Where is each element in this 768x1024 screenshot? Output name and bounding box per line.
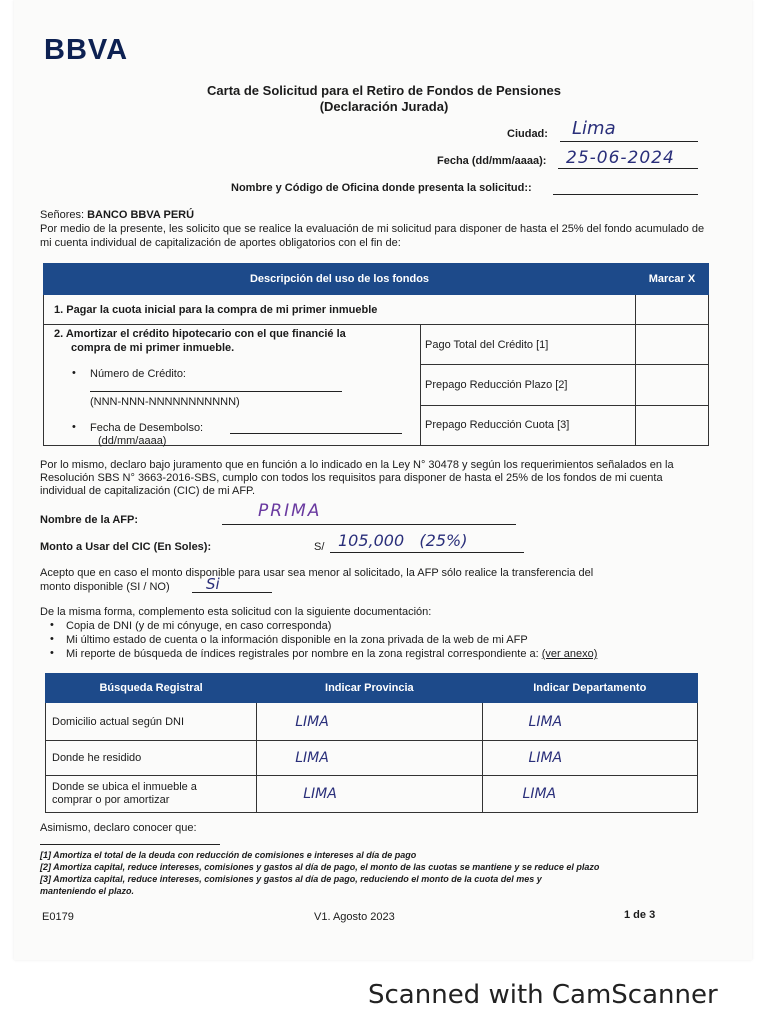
credit-number-field[interactable]	[90, 391, 342, 392]
funds-use-table	[43, 263, 709, 446]
doc-item-1: Copia de DNI (y de mi cónyuge, en caso corresponda)	[66, 620, 332, 632]
header-department: Indicar Departamento	[482, 674, 697, 703]
office-field[interactable]	[553, 194, 698, 195]
option-total: Pago Total del Crédito [1]	[421, 325, 636, 365]
province-value[interactable]: LIMA	[257, 741, 482, 776]
city-value[interactable]: Lima	[572, 118, 616, 139]
date-value[interactable]: 25-06-2024	[566, 148, 675, 168]
row-label: Donde he residido	[46, 741, 257, 776]
row2-line1: 2. Amortizar el crédito hipotecario con el que financié la	[54, 328, 346, 340]
province-value[interactable]: LIMA	[257, 703, 482, 741]
disbursement-field[interactable]	[230, 433, 402, 434]
city-label: Ciudad:	[507, 128, 548, 140]
mark-cell-total[interactable]	[636, 325, 709, 365]
mark-cell-term[interactable]	[636, 365, 709, 405]
row-label: Domicilio actual según DNI	[46, 703, 257, 741]
header-registry: Búsqueda Registral	[46, 674, 257, 703]
option-row-2: 2. Amortizar el crédito hipotecario con el que financié la compra de mi primer inmueble. • Número de Crédito: (NNN-NNN-NNNNNNNNNNN) • Fecha de Desembolso: (dd/mm/aaaa)	[44, 325, 421, 446]
row2-line2: compra de mi primer inmueble.	[71, 342, 235, 354]
footer-version: V1. Agosto 2023	[314, 911, 395, 923]
table-row	[46, 776, 698, 813]
table-header-mark: Marcar X	[636, 264, 709, 295]
afp-value[interactable]: PRIMA	[258, 501, 322, 521]
scanner-watermark: Scanned with CamScanner	[368, 980, 718, 1010]
option-row-1: 1. Pagar la cuota inicial para la compra de mi primer inmueble	[44, 295, 636, 325]
doc-item-3: Mi reporte de búsqueda de índices registrales por nombre en la zona registral correspondiente a: (ver anexo)	[66, 648, 598, 660]
registry-search-table	[45, 673, 698, 813]
form-subtitle: (Declaración Jurada)	[319, 99, 449, 114]
credit-number-label: Número de Crédito:	[90, 368, 186, 380]
accept-text-2: monto disponible (SI / NO)	[40, 581, 170, 593]
asimismo-text: Asimismo, declaro conocer que:	[40, 822, 197, 834]
date-label: Fecha (dd/mm/aaaa):	[437, 155, 547, 167]
mark-cell-1[interactable]	[636, 295, 709, 325]
docs-intro: De la misma forma, complemento esta solicitud con la siguiente documentación:	[40, 606, 432, 618]
intro-text: Por medio de la presente, les solicito que se realice la evaluación de mi solicitud para disponer de hasta el 25% del fondo acumulado de mi cuenta individual de capitalización de aportes obligatorios con el fin de:	[40, 223, 705, 249]
department-value[interactable]: LIMA	[482, 741, 697, 776]
doc-item-2: Mi último estado de cuenta o la información disponible en la zona privada de la web de mi AFP	[66, 634, 528, 646]
amount-currency: S/	[314, 541, 325, 553]
row-label: Donde se ubica el inmueble a comprar o por amortizar	[46, 776, 257, 813]
office-label: Nombre y Código de Oficina donde presenta la solicitud::	[231, 182, 532, 194]
form-title: Carta de Solicitud para el Retiro de Fondos de Pensiones	[207, 83, 561, 98]
disbursement-format: (dd/mm/aaaa)	[98, 435, 167, 447]
declaration-text: Por lo mismo, declaro bajo juramento que en función a lo indicado en la Ley N° 30478 y según los requerimientos señalados en la Resolución SBS N° 3663-2016-SBS, cumplo con todos los requisitos para disponer de hasta el 25% de los fondos de mi cuenta individual de capitalización (CIC) de mi AFP.	[40, 459, 674, 497]
footnote-1: [1] Amortiza el total de la deuda con reducción de comisiones e intereses al día de pago	[40, 850, 417, 860]
header-province: Indicar Provincia	[257, 674, 482, 703]
department-value[interactable]: LIMA	[482, 776, 697, 813]
bbva-logo: BBVA	[44, 34, 129, 66]
footer-page: 1 de 3	[624, 909, 656, 921]
accept-text-1: Acepto que en caso el monto disponible para usar sea menor al solicitado, la AFP sólo realice la transferencia del	[40, 567, 594, 579]
option-reduce-term: Prepago Reducción Plazo [2]	[421, 365, 636, 405]
annex-link[interactable]: (ver anexo)	[541, 648, 598, 660]
accept-value[interactable]: Si	[206, 575, 220, 593]
option-reduce-fee: Prepago Reducción Cuota [3]	[421, 405, 636, 445]
amount-value[interactable]: 105,000 (25%)	[338, 531, 468, 550]
amount-label: Monto a Usar del CIC (En Soles):	[40, 541, 212, 553]
footnote-2: [2] Amortiza capital, reduce intereses, comisiones y gastos al día de pago, el monto de las cuotas se mantiene y se reduce el plazo	[40, 862, 600, 872]
footer-code: E0179	[42, 911, 74, 923]
table-row	[46, 741, 698, 776]
greeting: Señores: BANCO BBVA PERÚ	[40, 209, 195, 221]
table-header-description: Descripción del uso de los fondos	[44, 264, 636, 295]
mark-cell-fee[interactable]	[636, 405, 709, 445]
department-value[interactable]: LIMA	[482, 703, 697, 741]
footnote-3: [3] Amortiza capital, reduce intereses, comisiones y gastos al día de pago, reduciendo el monto de la cuota del mes y	[40, 874, 542, 884]
footnote-3-cont: manteniendo el plazo.	[40, 886, 135, 896]
table-row	[46, 703, 698, 741]
province-value[interactable]: LIMA	[257, 776, 482, 813]
credit-number-format: (NNN-NNN-NNNNNNNNNNN)	[90, 396, 240, 408]
afp-label: Nombre de la AFP:	[40, 514, 138, 526]
disbursement-label: Fecha de Desembolso:	[90, 422, 204, 434]
